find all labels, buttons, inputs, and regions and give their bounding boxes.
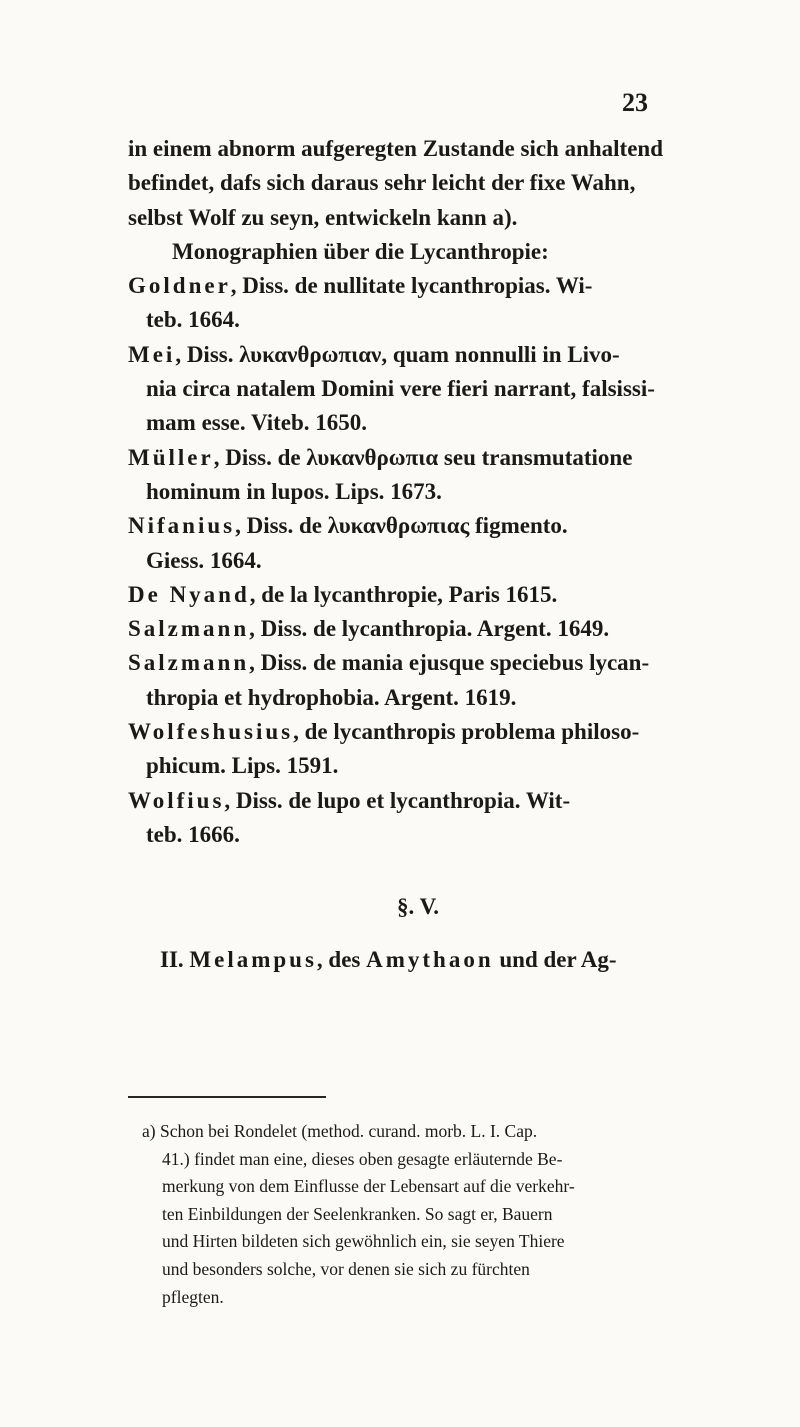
entry-details: , Diss. de mania ejusque speciebus lycan-	[249, 650, 650, 676]
bibliography-entry	[128, 715, 668, 749]
bibliography-entry	[128, 612, 668, 646]
entry-details: , de lycanthropis problema philoso-	[293, 719, 640, 745]
entry-details: , Diss. de lycanthropia. Argent. 1649.	[249, 616, 610, 642]
heading-mid: , des	[316, 946, 367, 972]
text-line: Giess. 1664.	[146, 547, 262, 573]
entry-author: Wolfeshusius	[128, 719, 294, 745]
bibliography-entry	[128, 338, 668, 372]
bibliography-entry	[128, 784, 668, 818]
heading-suffix: und der Ag-	[493, 946, 617, 972]
footnote-line: pflegten.	[162, 1286, 224, 1307]
footnotes	[142, 1118, 662, 1311]
entry-details: , Diss. de lupo et lycanthropia. Wit-	[224, 787, 571, 813]
entry-details: , de la lycanthropie, Paris 1615.	[249, 581, 558, 607]
footnote-line: 41.) findet man eine, dieses oben gesagte erläuternde Be-	[162, 1148, 563, 1169]
footnote-line: a) Schon bei Rondelet (method. curand. morb. L. I. Cap.	[142, 1121, 538, 1141]
entry-details: , Diss. de λυκανθρωπια seu transmutatione	[213, 444, 633, 470]
footnote-line: und besonders solche, vor denen sie sich zu fürchten	[162, 1258, 530, 1279]
entry-author: Salzmann	[128, 650, 250, 676]
bibliography-entry	[128, 578, 668, 612]
entry-author: Müller	[128, 444, 214, 470]
text-line: hominum in lupos. Lips. 1673.	[146, 478, 442, 504]
entry-author: Salzmann	[128, 616, 250, 642]
entry-author: Mei	[128, 341, 176, 367]
text-line: teb. 1666.	[146, 821, 240, 847]
text-line: in einem abnorm aufgeregten Zustande sich anhaltend	[128, 136, 664, 161]
text-line: befindet, dafs sich daraus sehr leicht der fixe Wahn,	[128, 170, 636, 196]
entry-details: , Diss. de λυκανθρωπιας figmento.	[235, 513, 568, 539]
text-line: teb. 1664.	[146, 307, 240, 333]
bibliography-entry	[128, 269, 668, 303]
entry-author: Goldner	[128, 273, 231, 299]
bibliography-entry	[128, 646, 668, 680]
heading-name-amythaon: Amythaon	[366, 946, 494, 972]
heading-name-melampus: Melampus	[189, 946, 317, 972]
entry-author: Wolfius	[128, 787, 225, 813]
section-heading	[128, 943, 668, 977]
footnote-line: und Hirten bildeten sich gewöhnlich ein, sie seyen Thiere	[162, 1231, 565, 1252]
section-mark: §. V.	[397, 894, 439, 920]
footnote-line: merkung von dem Einflusse der Lebensart auf die verkehr-	[162, 1176, 575, 1197]
text-line: Monographien über die Lycanthropie:	[172, 238, 549, 264]
text-line: mam esse. Viteb. 1650.	[146, 410, 368, 436]
text-line: thropia et hydrophobia. Argent. 1619.	[146, 684, 517, 710]
body-text	[128, 132, 668, 977]
bibliography-entry	[128, 509, 668, 543]
bibliography-entry	[128, 441, 668, 475]
body-lines	[128, 132, 668, 852]
entry-author: De Nyand	[128, 581, 250, 607]
heading-prefix: II.	[160, 946, 190, 972]
entry-details: , Diss. λυκανθρωπιαν, quam nonnulli in Livo-	[175, 341, 620, 367]
footnote-line: ten Einbildungen der Seelenkranken. So sagt er, Bauern	[162, 1203, 553, 1224]
text-line: phicum. Lips. 1591.	[146, 753, 339, 779]
entry-author: Nifanius	[128, 513, 236, 539]
text-line: nia circa natalem Domini vere fieri narrant, falsissi-	[146, 376, 655, 402]
footnote-rule	[128, 1096, 326, 1098]
page-number: 23	[622, 88, 648, 117]
text-line: selbst Wolf zu seyn, entwickeln kann a).	[128, 204, 518, 230]
entry-details: , Diss. de nullitate lycanthropias. Wi-	[230, 273, 593, 299]
